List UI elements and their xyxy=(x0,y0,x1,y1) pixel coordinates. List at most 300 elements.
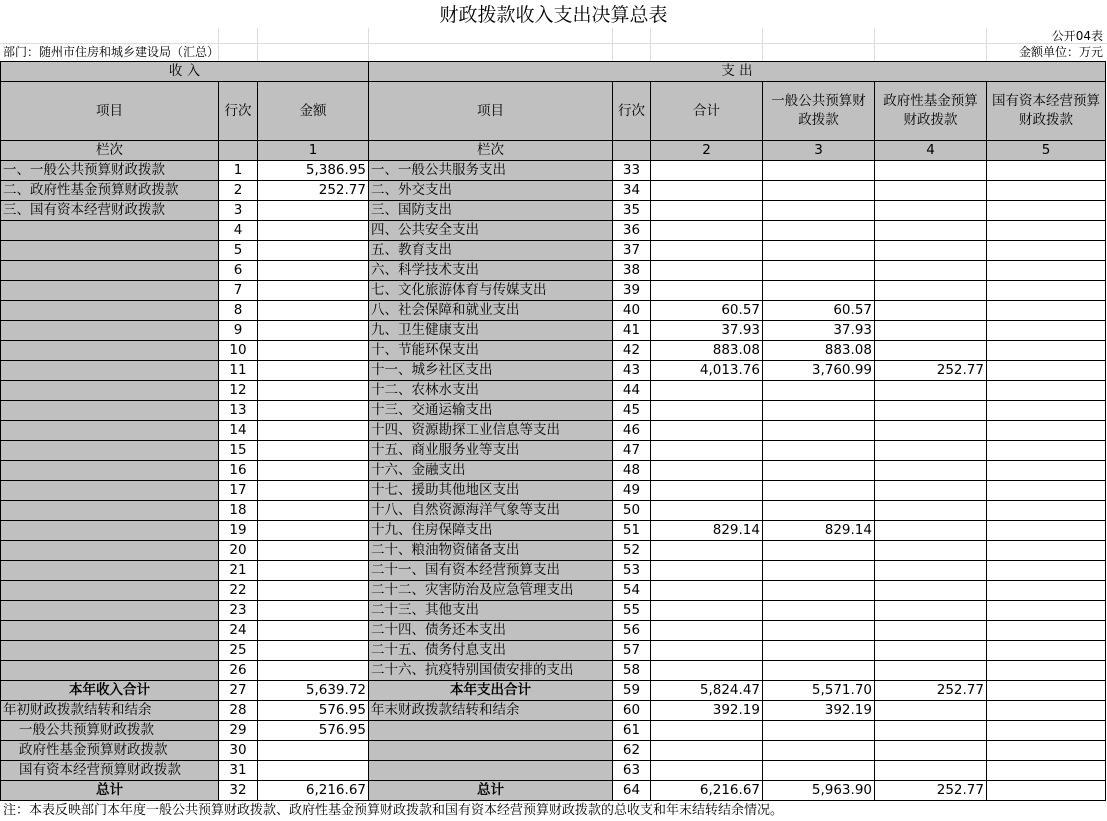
table-row xyxy=(1,181,1106,201)
amount-cell xyxy=(651,621,763,641)
expense-item-cell: 二十一、国有资本经营预算支出 xyxy=(369,561,613,581)
amount-cell xyxy=(875,241,987,261)
income-item-cell xyxy=(1,321,219,341)
amount-cell xyxy=(258,381,369,401)
row-number: 37 xyxy=(613,241,651,261)
row-number: 33 xyxy=(613,161,651,181)
amount-cell xyxy=(987,161,1106,181)
amount-cell xyxy=(651,421,763,441)
income-item-cell xyxy=(1,601,219,621)
expense-item-cell: 二、外交支出 xyxy=(369,181,613,201)
expense-row-no-header: 行次 xyxy=(613,82,651,141)
expense-item-cell: 十八、自然资源海洋气象等支出 xyxy=(369,501,613,521)
table-row xyxy=(1,421,1106,441)
gov-fund-header: 政府性基金预算财政拨款 xyxy=(875,82,987,141)
row-number: 34 xyxy=(613,181,651,201)
column-index-cell xyxy=(613,141,651,161)
income-item-cell xyxy=(1,381,219,401)
income-item-cell xyxy=(1,481,219,501)
amount-cell xyxy=(987,381,1106,401)
table-row xyxy=(1,521,1106,541)
amount-cell xyxy=(875,501,987,521)
income-item-cell: 二、政府性基金预算财政拨款 xyxy=(1,181,219,201)
amount-cell xyxy=(651,241,763,261)
amount-cell xyxy=(258,661,369,681)
amount-cell xyxy=(987,541,1106,561)
amount-cell xyxy=(651,721,763,741)
amount-cell xyxy=(258,761,369,781)
amount-cell: 5,963.90 xyxy=(763,781,875,801)
income-item-header: 项目 xyxy=(1,82,219,141)
row-number: 63 xyxy=(613,761,651,781)
amount-cell xyxy=(987,361,1106,381)
row-number: 5 xyxy=(219,241,258,261)
expense-item-cell: 二十四、债务还本支出 xyxy=(369,621,613,641)
amount-cell xyxy=(875,181,987,201)
row-number: 13 xyxy=(219,401,258,421)
row-number: 51 xyxy=(613,521,651,541)
amount-cell xyxy=(987,721,1106,741)
amount-cell xyxy=(258,321,369,341)
amount-cell xyxy=(987,621,1106,641)
expense-item-cell xyxy=(369,721,613,741)
table-row xyxy=(1,621,1106,641)
income-item-cell xyxy=(1,621,219,641)
income-item-cell xyxy=(1,241,219,261)
row-number: 59 xyxy=(613,681,651,701)
row-number: 9 xyxy=(219,321,258,341)
table-row xyxy=(1,341,1106,361)
amount-cell: 252.77 xyxy=(258,181,369,201)
row-number: 50 xyxy=(613,501,651,521)
amount-cell: 883.08 xyxy=(763,341,875,361)
expense-total-header: 合计 xyxy=(651,82,763,141)
amount-cell xyxy=(875,741,987,761)
amount-cell xyxy=(875,341,987,361)
amount-cell xyxy=(987,301,1106,321)
income-item-cell xyxy=(1,421,219,441)
form-number: 公开04表 xyxy=(1051,29,1103,43)
table-row xyxy=(1,461,1106,481)
table-row xyxy=(1,641,1106,661)
amount-cell xyxy=(875,701,987,721)
amount-cell xyxy=(875,201,987,221)
gridline xyxy=(257,28,258,61)
amount-cell xyxy=(763,541,875,561)
amount-cell xyxy=(258,421,369,441)
table-row xyxy=(1,221,1106,241)
row-number: 18 xyxy=(219,501,258,521)
row-number: 54 xyxy=(613,581,651,601)
amount-cell xyxy=(651,181,763,201)
expense-item-cell: 十四、资源勘探工业信息等支出 xyxy=(369,421,613,441)
amount-cell xyxy=(258,201,369,221)
amount-cell xyxy=(651,201,763,221)
amount-cell: 6,216.67 xyxy=(258,781,369,801)
amount-cell xyxy=(763,621,875,641)
column-index-cell xyxy=(219,141,258,161)
amount-cell xyxy=(875,561,987,581)
amount-cell xyxy=(763,461,875,481)
row-number: 43 xyxy=(613,361,651,381)
expense-item-cell: 十、节能环保支出 xyxy=(369,341,613,361)
row-number: 46 xyxy=(613,421,651,441)
income-item-cell xyxy=(1,261,219,281)
amount-cell xyxy=(875,721,987,741)
row-number: 35 xyxy=(613,201,651,221)
gridline xyxy=(762,28,763,61)
expense-item-cell: 十九、住房保障支出 xyxy=(369,521,613,541)
row-number: 62 xyxy=(613,741,651,761)
amount-cell: 4,013.76 xyxy=(651,361,763,381)
expense-item-cell: 二十五、债务付息支出 xyxy=(369,641,613,661)
income-item-cell xyxy=(1,341,219,361)
column-index-5: 5 xyxy=(987,141,1106,161)
amount-cell: 576.95 xyxy=(258,721,369,741)
row-number: 39 xyxy=(613,281,651,301)
amount-cell xyxy=(651,401,763,421)
expense-item-cell xyxy=(369,761,613,781)
table-row xyxy=(1,541,1106,561)
amount-cell xyxy=(987,501,1106,521)
amount-cell xyxy=(258,401,369,421)
amount-cell xyxy=(763,721,875,741)
column-index-3: 3 xyxy=(763,141,875,161)
amount-cell xyxy=(763,481,875,501)
amount-cell xyxy=(763,401,875,421)
income-item-cell xyxy=(1,581,219,601)
department-label: 部门：随州市住房和城乡建设局（汇总） xyxy=(3,45,220,59)
income-item-cell xyxy=(1,301,219,321)
expense-item-cell: 八、社会保障和就业支出 xyxy=(369,301,613,321)
expense-item-cell xyxy=(369,741,613,761)
row-number: 29 xyxy=(219,721,258,741)
amount-cell xyxy=(987,681,1106,701)
amount-cell xyxy=(651,501,763,521)
amount-cell xyxy=(651,661,763,681)
amount-cell xyxy=(763,161,875,181)
amount-cell xyxy=(651,441,763,461)
state-capital-header: 国有资本经营预算财政拨款 xyxy=(987,82,1106,141)
general-budget-header: 一般公共预算财政拨款 xyxy=(763,82,875,141)
amount-cell xyxy=(763,761,875,781)
amount-cell xyxy=(258,461,369,481)
amount-cell xyxy=(987,461,1106,481)
amount-cell xyxy=(987,321,1106,341)
amount-cell: 829.14 xyxy=(651,521,763,541)
row-number: 8 xyxy=(219,301,258,321)
row-number: 12 xyxy=(219,381,258,401)
gridline xyxy=(874,28,875,61)
amount-cell xyxy=(651,761,763,781)
income-item-cell xyxy=(1,361,219,381)
row-number: 20 xyxy=(219,541,258,561)
amount-cell xyxy=(875,541,987,561)
income-item-cell: 一、一般公共预算财政拨款 xyxy=(1,161,219,181)
amount-cell xyxy=(258,481,369,501)
amount-cell xyxy=(987,741,1106,761)
row-number: 38 xyxy=(613,261,651,281)
amount-cell xyxy=(875,581,987,601)
table-row xyxy=(1,241,1106,261)
table-row xyxy=(1,361,1106,381)
gridline xyxy=(368,28,369,61)
amount-cell xyxy=(987,261,1106,281)
row-number: 10 xyxy=(219,341,258,361)
amount-cell xyxy=(651,281,763,301)
row-number: 44 xyxy=(613,381,651,401)
row-number: 49 xyxy=(613,481,651,501)
amount-cell: 5,386.95 xyxy=(258,161,369,181)
amount-cell xyxy=(258,601,369,621)
row-number: 1 xyxy=(219,161,258,181)
amount-cell xyxy=(875,521,987,541)
income-item-cell xyxy=(1,221,219,241)
amount-cell xyxy=(651,161,763,181)
row-number: 22 xyxy=(219,581,258,601)
amount-cell: 3,760.99 xyxy=(763,361,875,381)
amount-cell xyxy=(763,241,875,261)
expense-section-header: 支 出 xyxy=(369,62,1106,82)
amount-cell: 5,571.70 xyxy=(763,681,875,701)
amount-cell xyxy=(875,401,987,421)
row-number: 4 xyxy=(219,221,258,241)
amount-cell xyxy=(875,281,987,301)
row-number: 41 xyxy=(613,321,651,341)
row-number: 16 xyxy=(219,461,258,481)
row-number: 30 xyxy=(219,741,258,761)
amount-cell xyxy=(875,641,987,661)
amount-cell xyxy=(651,601,763,621)
amount-cell xyxy=(987,781,1106,801)
column-index-2: 2 xyxy=(651,141,763,161)
amount-cell: 829.14 xyxy=(763,521,875,541)
row-number: 11 xyxy=(219,361,258,381)
income-item-cell xyxy=(1,561,219,581)
amount-cell xyxy=(987,201,1106,221)
row-number: 61 xyxy=(613,721,651,741)
expense-item-cell: 六、科学技术支出 xyxy=(369,261,613,281)
row-number: 36 xyxy=(613,221,651,241)
row-number: 23 xyxy=(219,601,258,621)
amount-cell xyxy=(875,321,987,341)
amount-cell xyxy=(651,261,763,281)
gridline xyxy=(986,28,987,61)
row-number: 52 xyxy=(613,541,651,561)
row-number: 47 xyxy=(613,441,651,461)
amount-cell xyxy=(987,421,1106,441)
amount-cell: 392.19 xyxy=(651,701,763,721)
column-index-4: 4 xyxy=(875,141,987,161)
amount-cell: 60.57 xyxy=(763,301,875,321)
table-row xyxy=(1,401,1106,421)
row-number: 32 xyxy=(219,781,258,801)
amount-cell xyxy=(763,201,875,221)
amount-cell: 60.57 xyxy=(651,301,763,321)
amount-cell xyxy=(258,361,369,381)
row-number: 42 xyxy=(613,341,651,361)
row-number: 53 xyxy=(613,561,651,581)
expense-item-cell: 二十二、灾害防治及应急管理支出 xyxy=(369,581,613,601)
gridline xyxy=(650,28,651,61)
table-note: 注：本表反映部门本年度一般公共预算财政拨款、政府性基金预算财政拨款和国有资本经营预算财政拨款的总收支和年末结转结余情况。 xyxy=(3,803,784,818)
amount-cell xyxy=(258,561,369,581)
amount-cell xyxy=(987,281,1106,301)
amount-cell xyxy=(763,661,875,681)
amount-cell xyxy=(987,601,1106,621)
amount-unit: 金额单位：万元 xyxy=(1018,45,1103,59)
amount-cell xyxy=(651,561,763,581)
amount-cell xyxy=(987,701,1106,721)
amount-cell xyxy=(763,581,875,601)
amount-cell xyxy=(875,661,987,681)
amount-cell xyxy=(651,381,763,401)
row-number: 26 xyxy=(219,661,258,681)
income-total-label: 本年收入合计 xyxy=(1,681,219,701)
income-item-cell: 三、国有资本经营财政拨款 xyxy=(1,201,219,221)
amount-cell xyxy=(258,741,369,761)
expense-item-cell: 九、卫生健康支出 xyxy=(369,321,613,341)
row-number: 31 xyxy=(219,761,258,781)
amount-cell xyxy=(875,261,987,281)
amount-cell xyxy=(763,421,875,441)
expense-item-cell: 五、教育支出 xyxy=(369,241,613,261)
amount-cell xyxy=(763,641,875,661)
amount-cell xyxy=(987,641,1106,661)
amount-cell xyxy=(258,581,369,601)
row-number: 64 xyxy=(613,781,651,801)
row-number: 17 xyxy=(219,481,258,501)
amount-cell xyxy=(763,221,875,241)
amount-cell xyxy=(875,381,987,401)
amount-cell xyxy=(987,581,1106,601)
row-number: 27 xyxy=(219,681,258,701)
gridline xyxy=(612,28,613,61)
carry-out-label: 年末财政拨款结转和结余 xyxy=(369,701,613,721)
amount-cell: 6,216.67 xyxy=(651,781,763,801)
income-item-cell xyxy=(1,281,219,301)
income-item-cell xyxy=(1,541,219,561)
amount-cell xyxy=(875,161,987,181)
column-index-label: 栏次 xyxy=(369,141,613,161)
row-number: 28 xyxy=(219,701,258,721)
column-index-label: 栏次 xyxy=(1,141,219,161)
amount-cell xyxy=(763,561,875,581)
expense-item-cell: 十六、金融支出 xyxy=(369,461,613,481)
amount-cell xyxy=(258,221,369,241)
sub-gov-fund-label: 政府性基金预算财政拨款 xyxy=(1,741,219,761)
amount-cell xyxy=(258,521,369,541)
table-row xyxy=(1,321,1106,341)
table-row xyxy=(1,261,1106,281)
amount-cell xyxy=(987,401,1106,421)
amount-cell xyxy=(987,241,1106,261)
expense-item-header: 项目 xyxy=(369,82,613,141)
amount-cell xyxy=(763,181,875,201)
table-row xyxy=(1,601,1106,621)
amount-cell xyxy=(875,221,987,241)
sub-general-label: 一般公共预算财政拨款 xyxy=(1,721,219,741)
budget-table xyxy=(0,61,1106,801)
amount-cell: 5,639.72 xyxy=(258,681,369,701)
row-number: 6 xyxy=(219,261,258,281)
amount-cell xyxy=(763,261,875,281)
amount-cell: 37.93 xyxy=(763,321,875,341)
table-row xyxy=(1,301,1106,321)
amount-cell xyxy=(258,441,369,461)
expense-item-cell: 十一、城乡社区支出 xyxy=(369,361,613,381)
amount-cell xyxy=(875,761,987,781)
row-number: 60 xyxy=(613,701,651,721)
income-item-cell xyxy=(1,441,219,461)
table-row xyxy=(1,581,1106,601)
row-number: 19 xyxy=(219,521,258,541)
expense-item-cell: 一、一般公共服务支出 xyxy=(369,161,613,181)
amount-cell xyxy=(651,481,763,501)
amount-cell xyxy=(651,461,763,481)
expense-total-label: 本年支出合计 xyxy=(369,681,613,701)
grand-total-label: 总计 xyxy=(1,781,219,801)
amount-cell: 392.19 xyxy=(763,701,875,721)
amount-cell: 5,824.47 xyxy=(651,681,763,701)
expense-item-cell: 十七、援助其他地区支出 xyxy=(369,481,613,501)
row-number: 25 xyxy=(219,641,258,661)
report-title: 财政拨款收入支出决算总表 xyxy=(439,4,668,26)
amount-cell xyxy=(875,421,987,441)
amount-cell xyxy=(987,441,1106,461)
row-number: 55 xyxy=(613,601,651,621)
amount-cell xyxy=(258,501,369,521)
amount-cell xyxy=(258,281,369,301)
amount-cell xyxy=(875,481,987,501)
amount-cell: 576.95 xyxy=(258,701,369,721)
row-number: 2 xyxy=(219,181,258,201)
row-number: 7 xyxy=(219,281,258,301)
income-item-cell xyxy=(1,521,219,541)
amount-cell xyxy=(763,441,875,461)
amount-cell xyxy=(987,561,1106,581)
amount-cell xyxy=(651,541,763,561)
table-row xyxy=(1,661,1106,681)
table-row xyxy=(1,161,1106,181)
table-row xyxy=(1,561,1106,581)
row-number: 48 xyxy=(613,461,651,481)
column-index-1: 1 xyxy=(258,141,369,161)
amount-cell xyxy=(987,761,1106,781)
income-item-cell xyxy=(1,641,219,661)
amount-cell xyxy=(987,341,1106,361)
income-item-cell xyxy=(1,501,219,521)
amount-cell xyxy=(258,541,369,561)
amount-cell xyxy=(987,481,1106,501)
amount-cell xyxy=(763,741,875,761)
row-number: 14 xyxy=(219,421,258,441)
amount-cell xyxy=(875,601,987,621)
row-number: 3 xyxy=(219,201,258,221)
amount-cell xyxy=(875,461,987,481)
amount-cell: 252.77 xyxy=(875,781,987,801)
amount-cell xyxy=(651,641,763,661)
expense-item-cell: 七、文化旅游体育与传媒支出 xyxy=(369,281,613,301)
sub-state-capital-label: 国有资本经营预算财政拨款 xyxy=(1,761,219,781)
amount-cell xyxy=(258,261,369,281)
income-section-header: 收 入 xyxy=(1,62,369,82)
table-row xyxy=(1,201,1106,221)
expense-item-cell: 十三、交通运输支出 xyxy=(369,401,613,421)
amount-cell xyxy=(875,441,987,461)
income-item-cell xyxy=(1,461,219,481)
row-number: 45 xyxy=(613,401,651,421)
